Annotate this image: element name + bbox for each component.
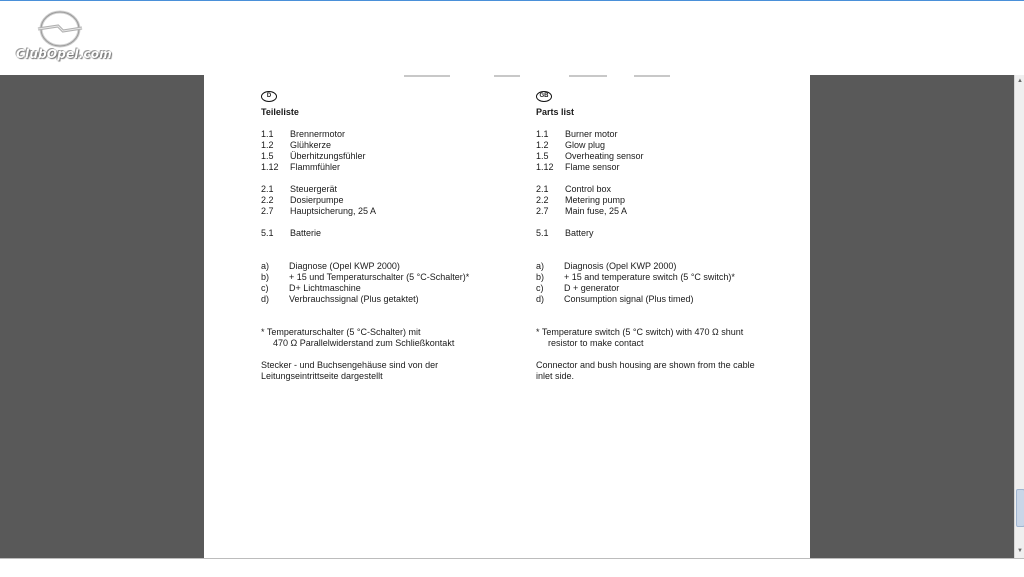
opel-blitz-icon: [36, 9, 84, 49]
scroll-up-icon[interactable]: ▲: [1017, 78, 1023, 84]
legend-item: b) + 15 und Temperaturschalter (5 °C-Schalter)*: [261, 272, 470, 282]
list-item: 2.7 Hauptsicherung, 25 A: [261, 206, 377, 216]
scroll-thumb[interactable]: [1016, 489, 1024, 527]
logo-text: ClubOpel.com: [16, 47, 112, 61]
language-badge-gb: GB: [536, 91, 552, 102]
clipped-text-line: [634, 75, 670, 77]
scroll-down-icon[interactable]: ▼: [1017, 548, 1023, 554]
list-item: 5.1 Batterie: [261, 228, 322, 238]
clubopel-logo[interactable]: [14, 9, 114, 69]
list-item: 1.1 Brennermotor: [261, 129, 346, 139]
legend-item: a) Diagnosis (Opel KWP 2000): [536, 261, 677, 271]
list-item: 1.2 Glühkerze: [261, 140, 332, 150]
legend-item: b) + 15 and temperature switch (5 °C switch)*: [536, 272, 735, 282]
english-column: [536, 89, 786, 382]
footnote: * Temperaturschalter (5 °C-Schalter) mit 470 Ω Parallelwiderstand zum Schließkontakt: [261, 327, 455, 348]
clipped-text-line: [494, 75, 520, 77]
list-item: 2.1 Control box: [536, 184, 612, 194]
list-item: 1.5 Overheating sensor: [536, 151, 644, 161]
legend-item: d) Consumption signal (Plus timed): [536, 294, 694, 304]
list-item: 1.2 Glow plug: [536, 140, 606, 150]
header-strip: [0, 0, 1024, 76]
vertical-scrollbar[interactable]: [1014, 75, 1024, 558]
list-item: 2.1 Steuergerät: [261, 184, 338, 194]
list-item: 1.12 Flammfühler: [261, 162, 341, 172]
legend-item: c) D + generator: [536, 283, 620, 293]
german-column: [261, 89, 511, 382]
list-item: 2.2 Dosierpumpe: [261, 195, 344, 205]
footnote: * Temperature switch (5 °C switch) with 470 Ω shunt resistor to make contact: [536, 327, 744, 348]
document-viewer[interactable]: [0, 75, 1014, 558]
clipped-text-line: [404, 75, 450, 77]
list-item: 5.1 Battery: [536, 228, 594, 238]
list-item: 2.2 Metering pump: [536, 195, 626, 205]
document-page: [204, 75, 810, 558]
list-item: 2.7 Main fuse, 25 A: [536, 206, 628, 216]
language-badge-de: D: [261, 91, 277, 102]
connector-note: Connector and bush housing are shown from the cable inlet side.: [536, 360, 755, 381]
connector-note: Stecker - und Buchsengehäuse sind von der Leitungseintrittseite dargestellt: [261, 360, 439, 381]
legend-item: c) D+ Lichtmaschine: [261, 283, 361, 293]
list-item: 1.5 Überhitzungsfühler: [261, 151, 366, 161]
list-item: 1.12 Flame sensor: [536, 162, 620, 172]
list-item: 1.1 Burner motor: [536, 129, 618, 139]
parts-list-heading: Parts list: [536, 107, 575, 117]
clipped-text-line: [569, 75, 607, 77]
status-strip: [0, 558, 1024, 577]
legend-item: d) Verbrauchssignal (Plus getaktet): [261, 294, 419, 304]
legend-item: a) Diagnose (Opel KWP 2000): [261, 261, 400, 271]
parts-list-heading: Teileliste: [261, 107, 299, 117]
